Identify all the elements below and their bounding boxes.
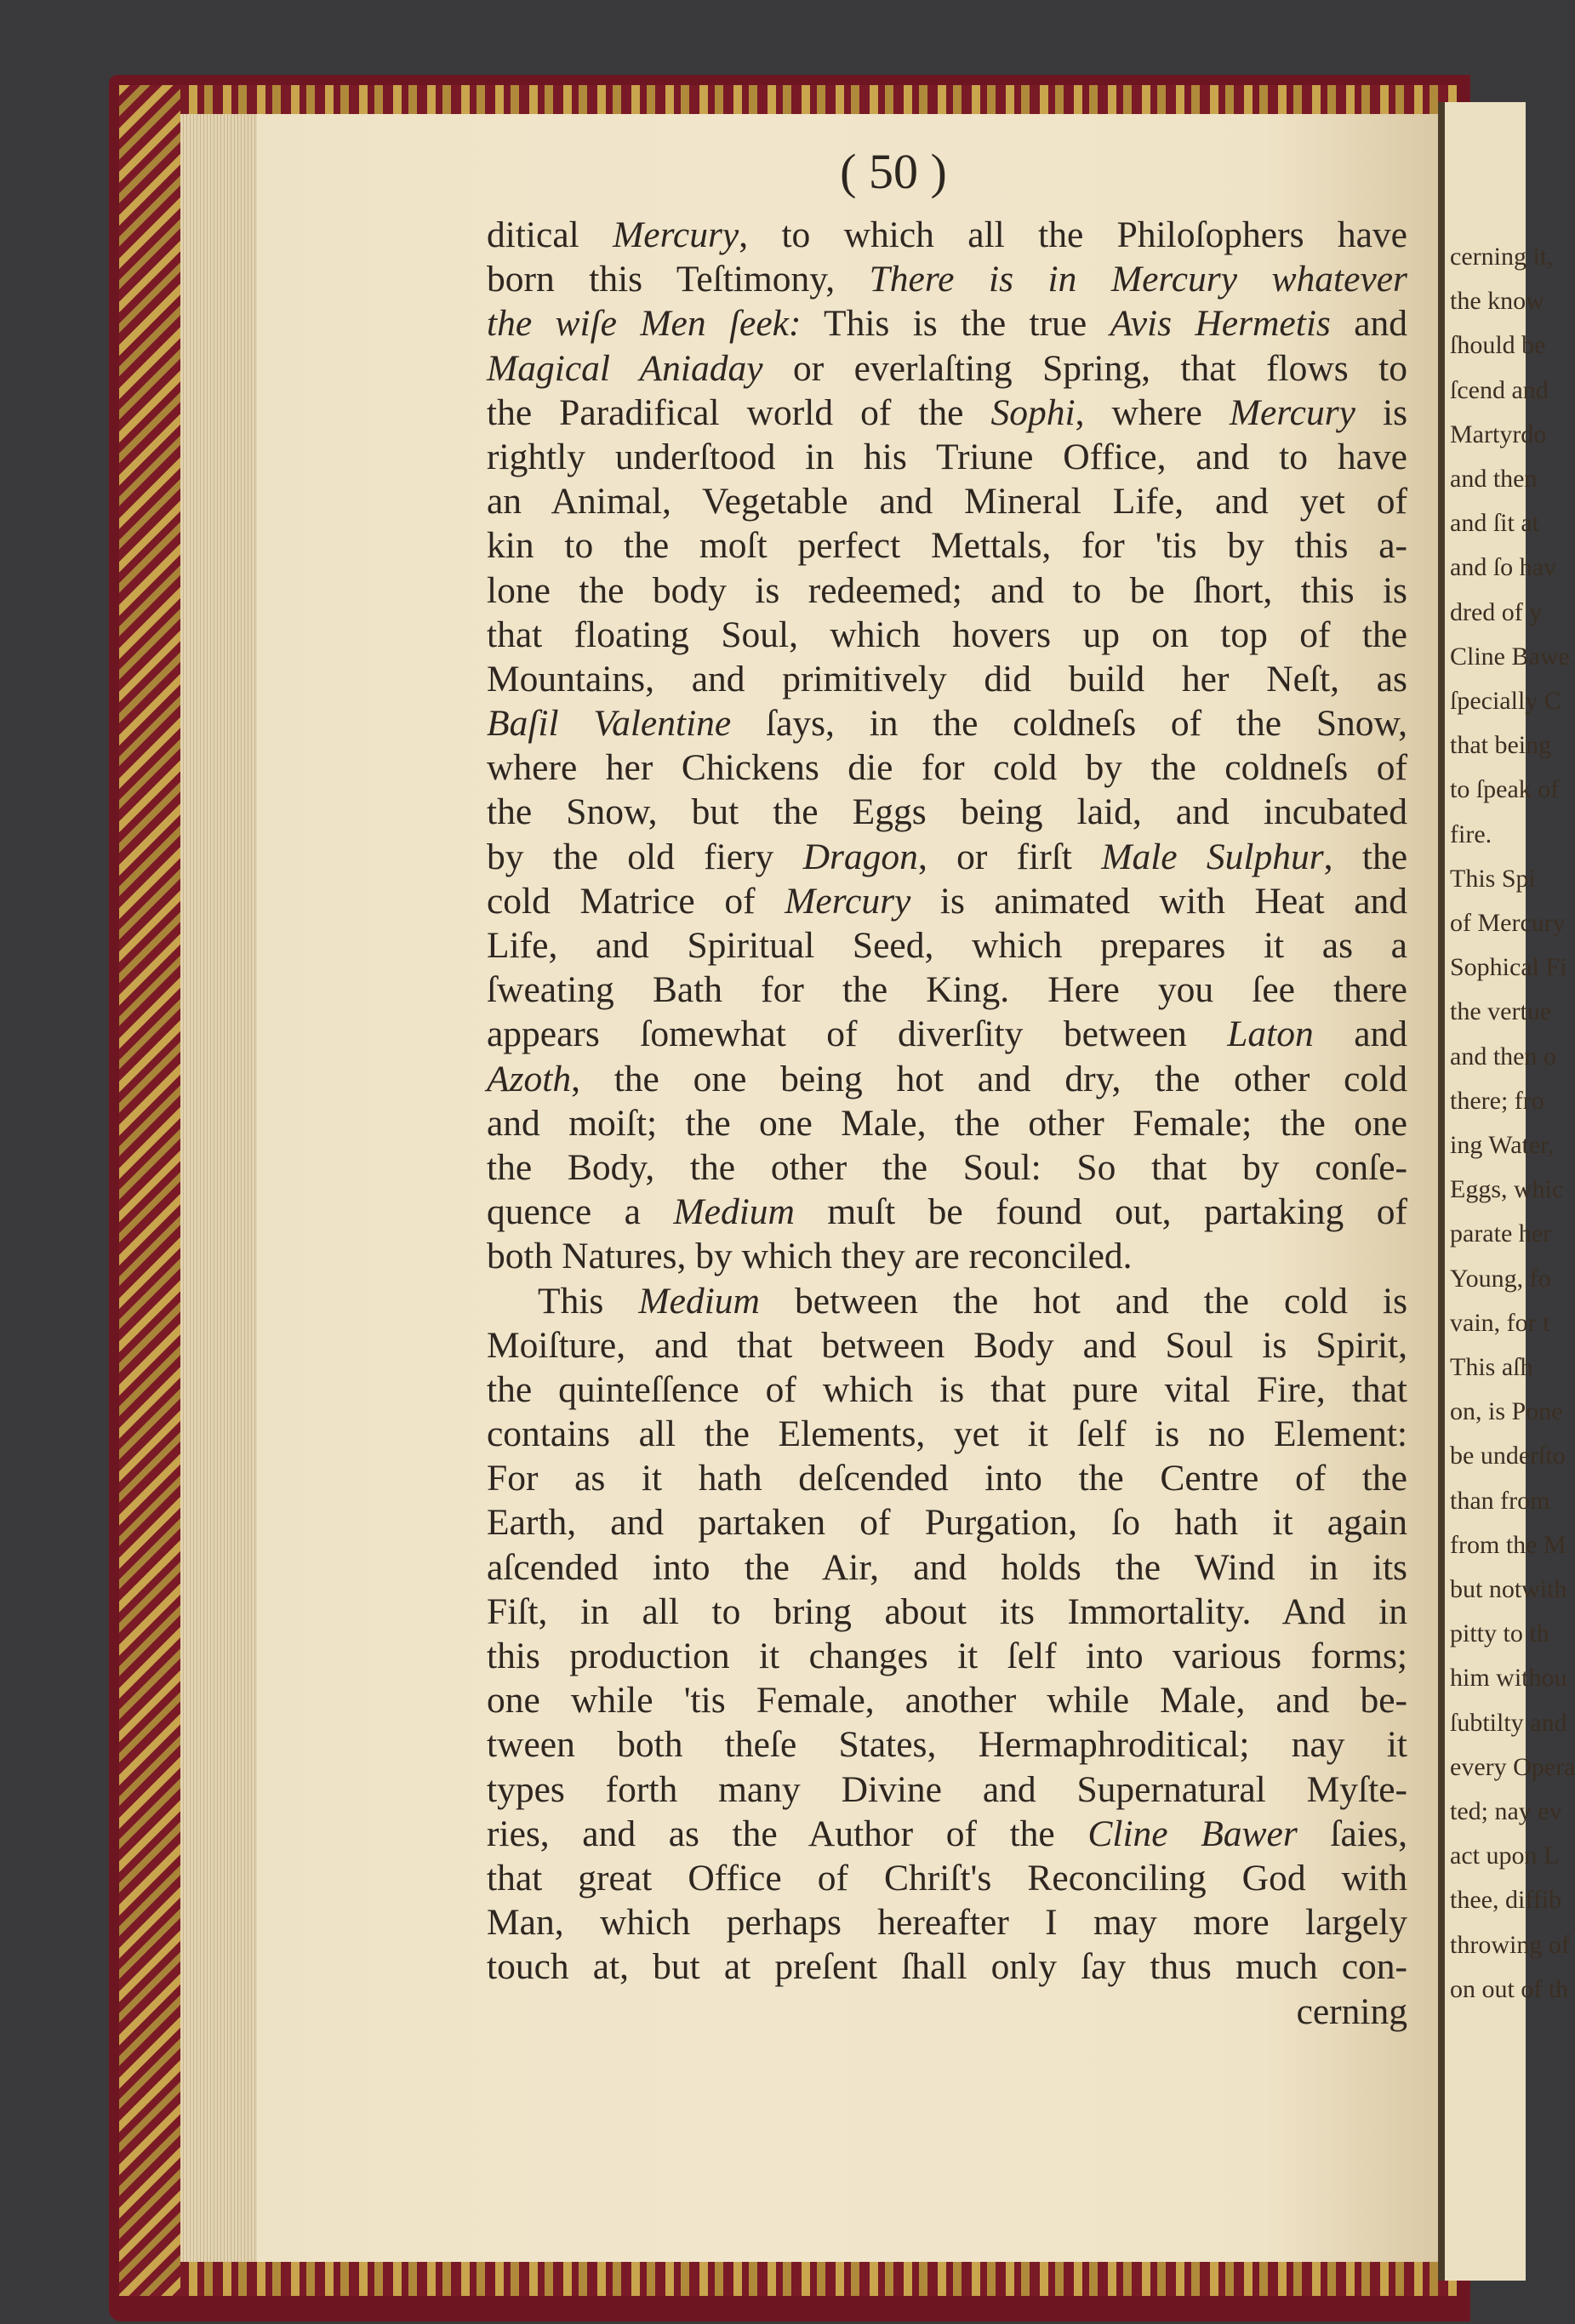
facing-page-fragment: than from	[1450, 1486, 1550, 1515]
facing-page-fragment: vain, for t	[1450, 1308, 1550, 1337]
text-line	[487, 1722, 1407, 1767]
text-run: , to which all the Philoſophers have	[739, 214, 1407, 255]
gilt-border-bottom	[121, 2262, 1457, 2296]
facing-page-fragment: and ſit at	[1450, 509, 1539, 538]
facing-page-fragment: This Spi	[1450, 864, 1536, 893]
facing-page-fragment: Eggs, whic	[1450, 1175, 1564, 1204]
text-run: Man, which perhaps hereafter I may more largely	[487, 1902, 1407, 1944]
italic-text: Mercury	[613, 214, 739, 255]
facing-page-fragment: Sophical Fi	[1450, 953, 1567, 982]
facing-page-fragment: and then	[1450, 465, 1538, 493]
text-run: , the one being hot and dry, the other cold	[571, 1058, 1407, 1099]
text-run: ditical	[487, 214, 613, 255]
facing-page-fragment: Martyrdo	[1450, 420, 1547, 448]
text-line	[487, 523, 1407, 568]
text-line	[487, 835, 1407, 879]
text-line	[487, 1500, 1407, 1545]
text-run: quence a	[487, 1191, 674, 1233]
facing-page-fragment: but notwith	[1450, 1575, 1567, 1603]
text-run: an Animal, Vegetable and Mineral Life, and yet of	[487, 481, 1407, 522]
facing-page-fragment: Cline Bawe	[1450, 642, 1570, 671]
text-line	[487, 879, 1407, 923]
italic-text: Mercury	[1229, 391, 1355, 433]
page-edges	[180, 114, 257, 2262]
facing-page-fragment: the vertue	[1450, 997, 1552, 1026]
facing-page-fragment: on out of th	[1450, 1974, 1569, 2003]
facing-page-fragment: pitty to th	[1450, 1619, 1549, 1648]
text-line	[487, 568, 1407, 613]
page-body-text	[487, 213, 1407, 2034]
text-run: that great Office of Chriſt's Reconciling God with	[487, 1857, 1407, 1899]
text-run: where her Chickens die for cold by the coldneſs of	[487, 747, 1407, 789]
text-run: the Paradifical world of the	[487, 391, 991, 433]
text-run: muſt be found out, partaking of	[794, 1191, 1407, 1233]
italic-text: Azoth	[487, 1058, 572, 1099]
text-line	[487, 923, 1407, 968]
text-run: the Body, the other the Soul: So that by conſe-	[487, 1146, 1407, 1188]
text-line	[487, 435, 1407, 479]
italic-text: Mercury	[785, 880, 911, 922]
text-run: both Natures, by which they are reconciled.	[487, 1236, 1133, 1277]
text-line	[487, 968, 1407, 1012]
text-run: This is the true	[801, 303, 1110, 345]
text-run: types forth many Divine and Supernatural Myſte-	[487, 1768, 1407, 1810]
facing-page-fragment: be underſto	[1450, 1442, 1566, 1470]
italic-text: the wiſe Men ſeek:	[487, 303, 802, 345]
text-line	[487, 301, 1407, 345]
italic-text: Avis Hermetis	[1110, 303, 1331, 345]
text-run: the Snow, but the Eggs being laid, and incubated	[487, 791, 1407, 833]
text-line	[487, 1279, 1407, 1323]
text-line	[487, 257, 1407, 301]
facing-page-fragment: on, is Pone	[1450, 1397, 1563, 1426]
text-run: contains all the Elements, yet it ſelf is no Element:	[487, 1413, 1407, 1455]
facing-page-fragment: thee, diffib	[1450, 1886, 1562, 1915]
text-run: ſaies,	[1297, 1813, 1407, 1854]
text-run: by the old fiery	[487, 836, 803, 877]
text-run: and moiſt; the one Male, the other Female; the one	[487, 1102, 1407, 1144]
gilt-border-left	[119, 85, 180, 2296]
page-number: ( 50 )	[840, 144, 947, 199]
text-line	[487, 1190, 1407, 1234]
text-line	[487, 1990, 1407, 2034]
text-run: , the	[1323, 836, 1407, 877]
text-line	[487, 346, 1407, 391]
italic-text: Magical Aniaday	[487, 347, 763, 389]
italic-text: Dragon	[802, 836, 918, 877]
italic-text: Baſil Valentine	[487, 703, 732, 745]
text-run: one while 'tis Female, another while Male, and be-	[487, 1680, 1407, 1722]
facing-page-fragment: cerning it,	[1450, 243, 1554, 271]
text-run: Moiſture, and that between Body and Soul is Spirit,	[487, 1324, 1407, 1366]
text-run: Life, and Spiritual Seed, which prepares it as a	[487, 925, 1407, 966]
text-line	[487, 1545, 1407, 1590]
text-run: or everlaſting Spring, that flows to	[762, 347, 1407, 389]
text-line	[487, 1678, 1407, 1722]
text-line	[487, 1412, 1407, 1456]
text-line	[487, 1368, 1407, 1412]
text-run: and	[1313, 1014, 1407, 1055]
text-run: touch at, but at preſent ſhall only ſay thus much con-	[487, 1946, 1407, 1988]
text-line	[487, 790, 1407, 834]
facing-page-edge	[1438, 102, 1575, 2281]
text-run: Earth, and partaken of Purgation, ſo hath it again	[487, 1502, 1407, 1544]
text-line	[487, 657, 1407, 701]
facing-page-fragment: dred of y	[1450, 597, 1543, 626]
text-run: ſays, in the coldneſs of the Snow,	[731, 703, 1407, 745]
text-line	[487, 701, 1407, 745]
facing-page-fragment: ſubtilty and	[1450, 1708, 1567, 1737]
text-line	[487, 1812, 1407, 1856]
italic-text: Laton	[1227, 1014, 1314, 1055]
text-line	[487, 1234, 1407, 1278]
facing-page-fragment: the know	[1450, 287, 1544, 316]
text-line	[487, 1634, 1407, 1678]
text-run: that floating Soul, which hovers up on top of the	[487, 614, 1407, 655]
text-run: cold Matrice of	[487, 880, 785, 922]
facing-page-fragment: parate her	[1450, 1219, 1552, 1248]
facing-page-fragment: from the M	[1450, 1530, 1566, 1559]
text-line	[487, 1767, 1407, 1812]
facing-page-fragment: him withou	[1450, 1664, 1567, 1693]
text-run: , where	[1075, 391, 1230, 433]
facing-page-fragment: ing Water,	[1450, 1131, 1555, 1159]
text-line	[487, 1944, 1407, 1989]
facing-page-fragment: to ſpeak of	[1450, 775, 1560, 804]
text-line	[487, 1057, 1407, 1101]
text-line	[487, 391, 1407, 435]
text-line	[487, 613, 1407, 657]
facing-page-fragment: ted; nay ev	[1450, 1797, 1562, 1825]
text-line	[487, 1323, 1407, 1368]
facing-page-fragment: there; fro	[1450, 1086, 1544, 1115]
text-run: ſweating Bath for the King. Here you ſee there	[487, 969, 1407, 1011]
text-run: This	[538, 1280, 639, 1322]
facing-page-fragment: ſhould be	[1450, 331, 1546, 360]
text-run: between the hot and the cold is	[759, 1280, 1407, 1322]
facing-page-fragment: and then o	[1450, 1042, 1556, 1071]
text-run: rightly underſtood in his Triune Office, and to have	[487, 436, 1407, 477]
text-run: Fiſt, in all to bring about its Immortality. And in	[487, 1590, 1407, 1632]
text-run: For as it hath deſcended into the Centre of the	[487, 1458, 1407, 1499]
text-run: ries, and as the Author of the	[487, 1813, 1088, 1854]
italic-text: Medium	[673, 1191, 795, 1233]
text-line	[487, 1012, 1407, 1056]
text-line	[487, 1145, 1407, 1190]
text-run: this production it changes it ſelf into various forms;	[487, 1636, 1407, 1676]
text-run: , or firſt	[917, 836, 1102, 877]
facing-page-fragment: and ſo hav	[1450, 553, 1556, 582]
facing-page-fragment: throwing of	[1450, 1930, 1570, 1959]
text-line	[487, 1900, 1407, 1944]
facing-page-fragment: ſpecially C	[1450, 687, 1561, 715]
facing-page-fragment: Young, fo	[1450, 1264, 1551, 1293]
text-line	[487, 1101, 1407, 1145]
text-run: the quinteſſence of which is that pure vital Fire, that	[487, 1368, 1407, 1410]
text-run: lone the body is redeemed; and to be ſhort, this is	[487, 569, 1407, 611]
text-line	[487, 213, 1407, 257]
facing-page-fragment: of Mercury	[1450, 909, 1566, 937]
text-run: tween both theſe States, Hermaphroditical; nay it	[487, 1724, 1407, 1766]
text-run: born this Teſtimony,	[487, 259, 870, 300]
italic-text: Medium	[638, 1280, 760, 1322]
italic-text: Male Sulphur	[1101, 836, 1324, 877]
text-line	[487, 1856, 1407, 1900]
gilt-border-top	[121, 85, 1457, 114]
italic-text: Cline Bawer	[1087, 1813, 1298, 1854]
facing-page-fragment: This aſh	[1450, 1353, 1533, 1381]
text-run: appears ſomewhat of diverſity between	[487, 1014, 1228, 1055]
text-line	[487, 479, 1407, 523]
text-run: cerning	[1296, 1990, 1407, 2032]
text-line	[487, 1456, 1407, 1500]
text-run: is	[1355, 391, 1408, 433]
facing-page-fragment: act upon L	[1450, 1841, 1560, 1870]
facing-page-fragment: that being	[1450, 731, 1552, 760]
text-run: aſcended into the Air, and holds the Wind in its	[487, 1546, 1407, 1588]
facing-page-fragment: every Opera	[1450, 1752, 1575, 1781]
facing-page-fragment: ſcend and	[1450, 375, 1549, 404]
text-line	[487, 745, 1407, 790]
italic-text: Sophi	[990, 391, 1076, 433]
text-run: is animated with Heat and	[910, 880, 1407, 922]
italic-text: There is in Mercury whatever	[869, 259, 1407, 300]
text-line	[487, 1590, 1407, 1634]
facing-page-fragment: fire.	[1450, 819, 1492, 848]
text-run: kin to the moſt perfect Mettals, for 'tis by this a-	[487, 525, 1407, 567]
text-run: Mountains, and primitively did build her Neſt, as	[487, 658, 1407, 699]
text-run: and	[1330, 303, 1407, 345]
